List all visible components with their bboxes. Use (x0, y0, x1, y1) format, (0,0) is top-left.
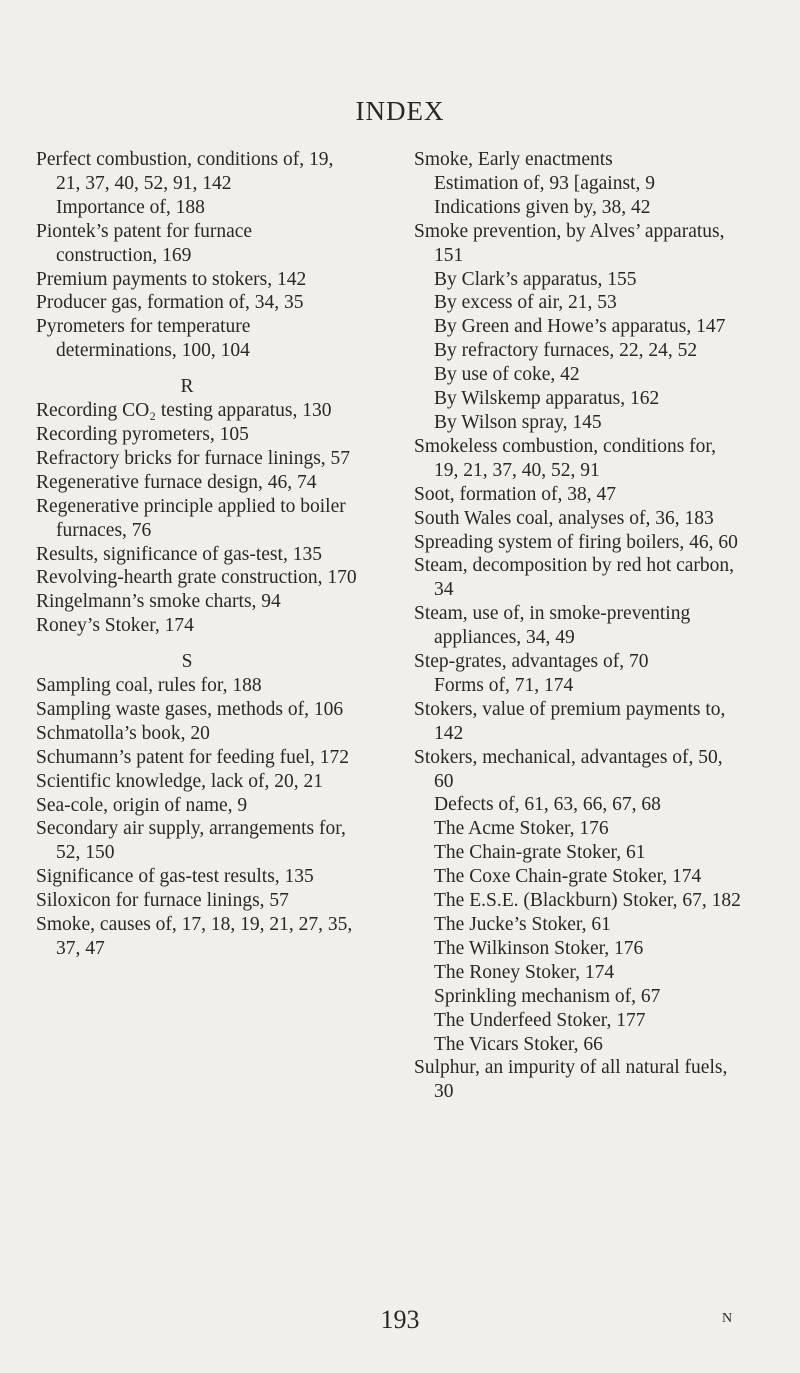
index-subentry: Indications given by, 38, 42 (434, 196, 651, 218)
index-subentry: The Roney Stoker, 174 (434, 961, 615, 983)
index-subentry: The Jucke’s Stoker, 61 (434, 914, 611, 935)
section-letter: S (181, 651, 193, 673)
index-subentry: By Green and Howe’s apparatus, 147 (434, 316, 726, 338)
index-subentry: Defects of, 61, 63, 66, 67, 68 (434, 794, 661, 816)
index-entry: Perfect combustion, conditions of, 19, 21, 37, 40, 52, 91, 142 (36, 149, 334, 194)
index-subentry: By use of coke, 42 (434, 364, 580, 386)
signature-mark: N (722, 1311, 733, 1326)
index-entry: Secondary air supply, arrangements for, 52, 150 (36, 818, 346, 864)
index-entry: Schmatolla’s book, 20 (36, 722, 210, 744)
index-entry: Soot, formation of, 38, 47 (414, 483, 617, 505)
index-subentry: Sprinkling mechanism of, 67 (434, 985, 661, 1007)
index-entry: Scientific knowledge, lack of, 20, 21 (36, 770, 324, 792)
index-entry: Significance of gas-test results, 135 (36, 866, 314, 888)
index-entry: Smoke, Early enactments (414, 149, 613, 170)
index-column-right (414, 148, 744, 1104)
index-entry: Steam, decomposition by red hot carbon, 34 (414, 555, 735, 601)
index-subentry: By refractory furnaces, 22, 24, 52 (434, 340, 698, 362)
index-subentry: By Clark’s apparatus, 155 (434, 268, 637, 290)
index-subentry: The Wilkinson Stoker, 176 (434, 937, 644, 959)
index-entry: Siloxicon for furnace linings, 57 (36, 890, 289, 912)
index-entry: South Wales coal, analyses of, 36, 183 (414, 507, 714, 529)
index-entry: Spreading system of firing boilers, 46, 60 (414, 531, 738, 553)
index-entry: Recording CO₂ testing apparatus, 130 (36, 400, 332, 422)
index-subentry: The Chain-grate Stoker, 61 (434, 842, 646, 864)
index-entry: Roney’s Stoker, 174 (36, 615, 194, 637)
index-subentry: The Vicars Stoker, 66 (434, 1033, 603, 1055)
index-entry: Ringelmann’s smoke charts, 94 (36, 591, 281, 613)
index-entry: Pyrometers for temperature determinations, 100, 104 (36, 316, 251, 362)
index-entry: Results, significance of gas-test, 135 (36, 543, 322, 565)
index-entry: Revolving-hearth grate construction, 170 (36, 567, 357, 589)
index-entry: Regenerative principle applied to boiler furnaces, 76 (36, 495, 346, 541)
index-entry: Sampling waste gases, methods of, 106 (36, 698, 344, 720)
index-subentry: By Wilskemp apparatus, 162 (434, 388, 660, 410)
index-subentry: Estimation of, 93 [against, 9 (434, 172, 655, 194)
index-subentry: Importance of, 188 (56, 196, 205, 218)
index-subentry: Forms of, 71, 174 (434, 674, 574, 696)
index-entry: Sea-cole, origin of name, 9 (36, 794, 248, 816)
index-subentry: The Acme Stoker, 176 (434, 818, 609, 840)
section-letter: R (180, 376, 194, 398)
index-entry: Recording pyrometers, 105 (36, 423, 249, 445)
index-entry: Premium payments to stokers, 142 (36, 268, 307, 290)
index-entry: Sulphur, an impurity of all natural fuels, 30 (414, 1057, 728, 1103)
index-entry: Stokers, mechanical, advantages of, 50, 60 (414, 746, 723, 792)
index-entry: Schumann’s patent for feeding fuel, 172 (36, 746, 349, 768)
index-entry: Steam, use of, in smoke-preventing appliances, 34, 49 (414, 603, 691, 649)
index-subentry: The Underfeed Stoker, 177 (434, 1009, 646, 1031)
page-title: INDEX (355, 96, 445, 126)
index-subentry: By excess of air, 21, 53 (434, 292, 617, 314)
index-entry: Step-grates, advantages of, 70 (414, 651, 649, 673)
index-subentry: By Wilson spray, 145 (434, 411, 602, 433)
index-entry: Sampling coal, rules for, 188 (36, 675, 262, 697)
page-number: 193 (380, 1305, 420, 1334)
index-entry: Piontek’s patent for furnace construction, 169 (36, 220, 253, 266)
index-subentry: The Coxe Chain-grate Stoker, 174 (434, 866, 702, 888)
index-entry: Producer gas, formation of, 34, 35 (36, 292, 304, 314)
index-entry: Smoke, causes of, 17, 18, 19, 21, 27, 35, 37, 47 (36, 914, 353, 959)
index-subentry: The E.S.E. (Blackburn) Stoker, 67, 182 (434, 890, 741, 912)
index-entry: Stokers, value of premium payments to, 142 (414, 698, 726, 744)
index-entry: Smokeless combustion, conditions for, 19, 21, 37, 40, 52, 91 (414, 435, 716, 481)
index-entry: Regenerative furnace design, 46, 74 (36, 471, 317, 493)
index-entry: Smoke prevention, by Alves’ apparatus, 151 (414, 220, 725, 266)
index-entry: Refractory bricks for furnace linings, 57 (36, 447, 351, 469)
index-column-left (36, 148, 358, 961)
